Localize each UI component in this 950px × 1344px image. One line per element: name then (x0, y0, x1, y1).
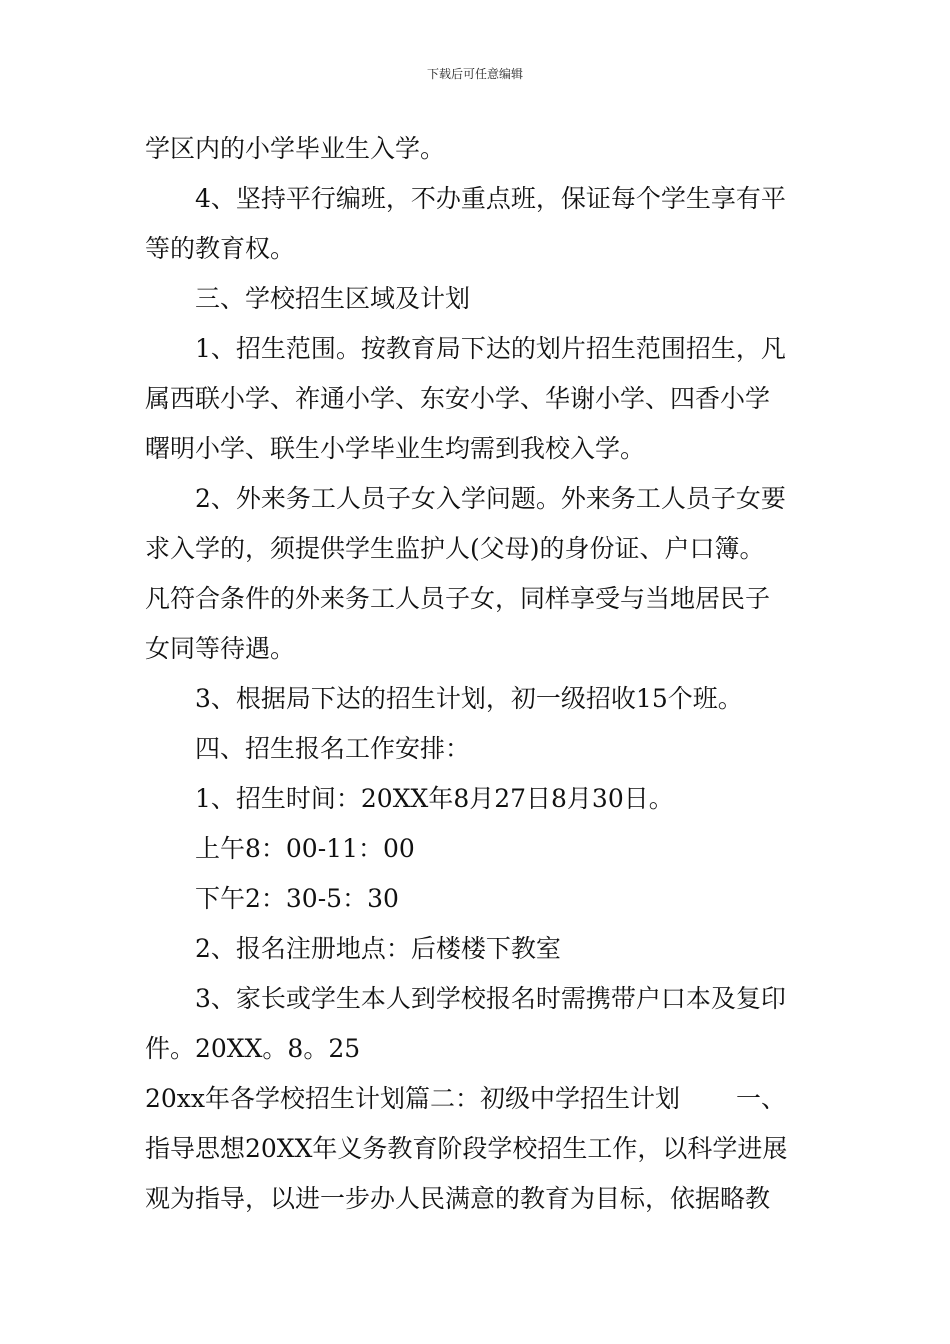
text-line: 3、家长或学生本人到学校报名时需携带户口本及复印 (195, 984, 786, 1013)
text-line: 曙明小学、联生小学毕业生均需到我校入学。 (145, 434, 646, 463)
text-line: 1、招生时间：20XX年8月27日8月30日。 (195, 784, 674, 813)
text-line: 4、坚持平行编班，不办重点班，保证每个学生享有平 (195, 184, 786, 213)
text-line: 指导思想20XX年义务教育阶段学校招生工作，以科学进展 (145, 1134, 788, 1163)
text-line: 凡符合条件的外来务工人员子女，同样享受与当地居民子 (145, 584, 771, 613)
text-line: 2、报名注册地点：后楼楼下教室 (195, 934, 561, 963)
article-heading (145, 1074, 809, 1124)
article-heading-title: 20xx年各学校招生计划篇二：初级中学招生计划 (145, 1084, 681, 1113)
text-line: 2、外来务工人员子女入学问题。外来务工人员子女要 (195, 484, 786, 513)
text-line: 件。20XX。8。25 (145, 1034, 361, 1063)
article-heading-number: 一、 (736, 1084, 787, 1113)
page-header: 下载后可任意编辑 (426, 67, 523, 81)
text-line: 观为指导，以进一步办人民满意的教育为目标，依据略教 (145, 1184, 771, 1213)
text-line: 3、根据局下达的招生计划，初一级招收15个班。 (195, 684, 743, 713)
section-heading-4: 四、招生报名工作安排： (195, 734, 471, 763)
text-line: 上午8：00-11：00 (195, 834, 415, 863)
text-line: 1、招生范围。按教育局下达的划片招生范围招生，凡 (195, 334, 786, 363)
text-line: 等的教育权。 (145, 234, 296, 263)
document-body (145, 124, 809, 1224)
text-line: 求入学的，须提供学生监护人(父母)的身份证、户口簿。 (145, 534, 765, 563)
section-heading-3: 三、学校招生区域及计划 (195, 284, 471, 313)
text-line: 属西联小学、祚通小学、东安小学、华谢小学、四香小学 (145, 384, 771, 413)
text-line: 女同等待遇。 (145, 634, 296, 663)
text-line: 下午2：30-5：30 (195, 884, 399, 913)
text-line: 学区内的小学毕业生入学。 (145, 134, 446, 163)
